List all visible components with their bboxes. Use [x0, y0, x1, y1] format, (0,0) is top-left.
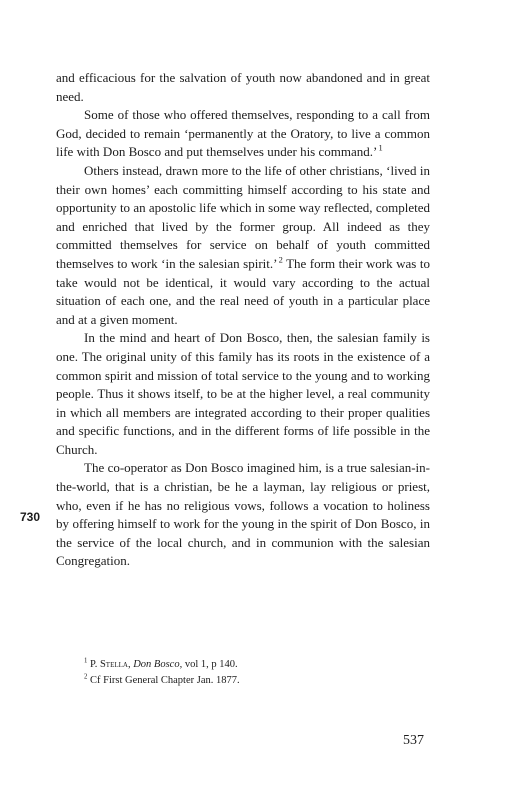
footnote-1-mark: 1 — [84, 657, 88, 665]
footnote-1 — [84, 657, 430, 673]
main-text — [56, 69, 430, 571]
footnote-2-mark: 2 — [84, 673, 88, 681]
paragraph-oratory-text: Some of those who offered themselves, responding to a call from God, decided to remain ‘permanently at the Oratory, to live a common life with Don Bosco and put themselves under his command.’ — [56, 107, 430, 160]
margin-paragraph-number: 730 — [20, 510, 41, 524]
footnote-1-author: P. Stella, — [90, 659, 131, 670]
footnote-ref-2: 2 — [278, 254, 283, 265]
footnote-2 — [84, 673, 430, 689]
footnotes — [84, 657, 430, 689]
paragraph-others — [56, 162, 430, 329]
paragraph-others-text: Others instead, drawn more to the life of other christians, ‘lived in their own homes’ each committing himself according to his state and opportunity to an apostolic life which in some way reflected, completed and enriched that lived by the former group. All indeed as they committed themselves for service on behalf of youth committed themselves to work ‘in the salesian spirit.’ — [56, 162, 430, 271]
footnote-2-text: Cf First General Chapter Jan. 1877. — [90, 675, 240, 686]
paragraph-others-continuation: The form their work was to take would not be identical, it would vary according to the actual situation of each one, and the real need of youth in a particular place and at a given moment. — [56, 255, 430, 327]
footnote-ref-1: 1 — [378, 143, 383, 154]
paragraph-oratory — [56, 106, 430, 162]
paragraph-cooperator: The co-operator as Don Bosco imagined him, is a true salesian-in-the-world, that is a christian, be he a layman, lay religious or priest, who, even if he has no religious vows, follows a vocation to holiness by offering himself to work for the young in the spirit of Don Bosco, in the service of the local church, and in communion with the salesian Congregation. — [56, 460, 430, 569]
page-number: 537 — [403, 733, 424, 748]
paragraph-family: In the mind and heart of Don Bosco, then, the salesian family is one. The original unity of this family has its roots in the existence of a common spirit and mission of total service to the young and to working people. Thus it shows itself, to be at the higher level, a real community in which all members are integrated according to their proper qualities and specific functions, and in the different forms of life possible in the Church. — [56, 330, 430, 457]
footnote-1-rest: vol 1, p 140. — [184, 659, 238, 670]
paragraph-continuation: and efficacious for the salvation of youth now abandoned and in great need. — [56, 70, 430, 104]
footnote-1-title: Don Bosco, — [133, 659, 183, 670]
